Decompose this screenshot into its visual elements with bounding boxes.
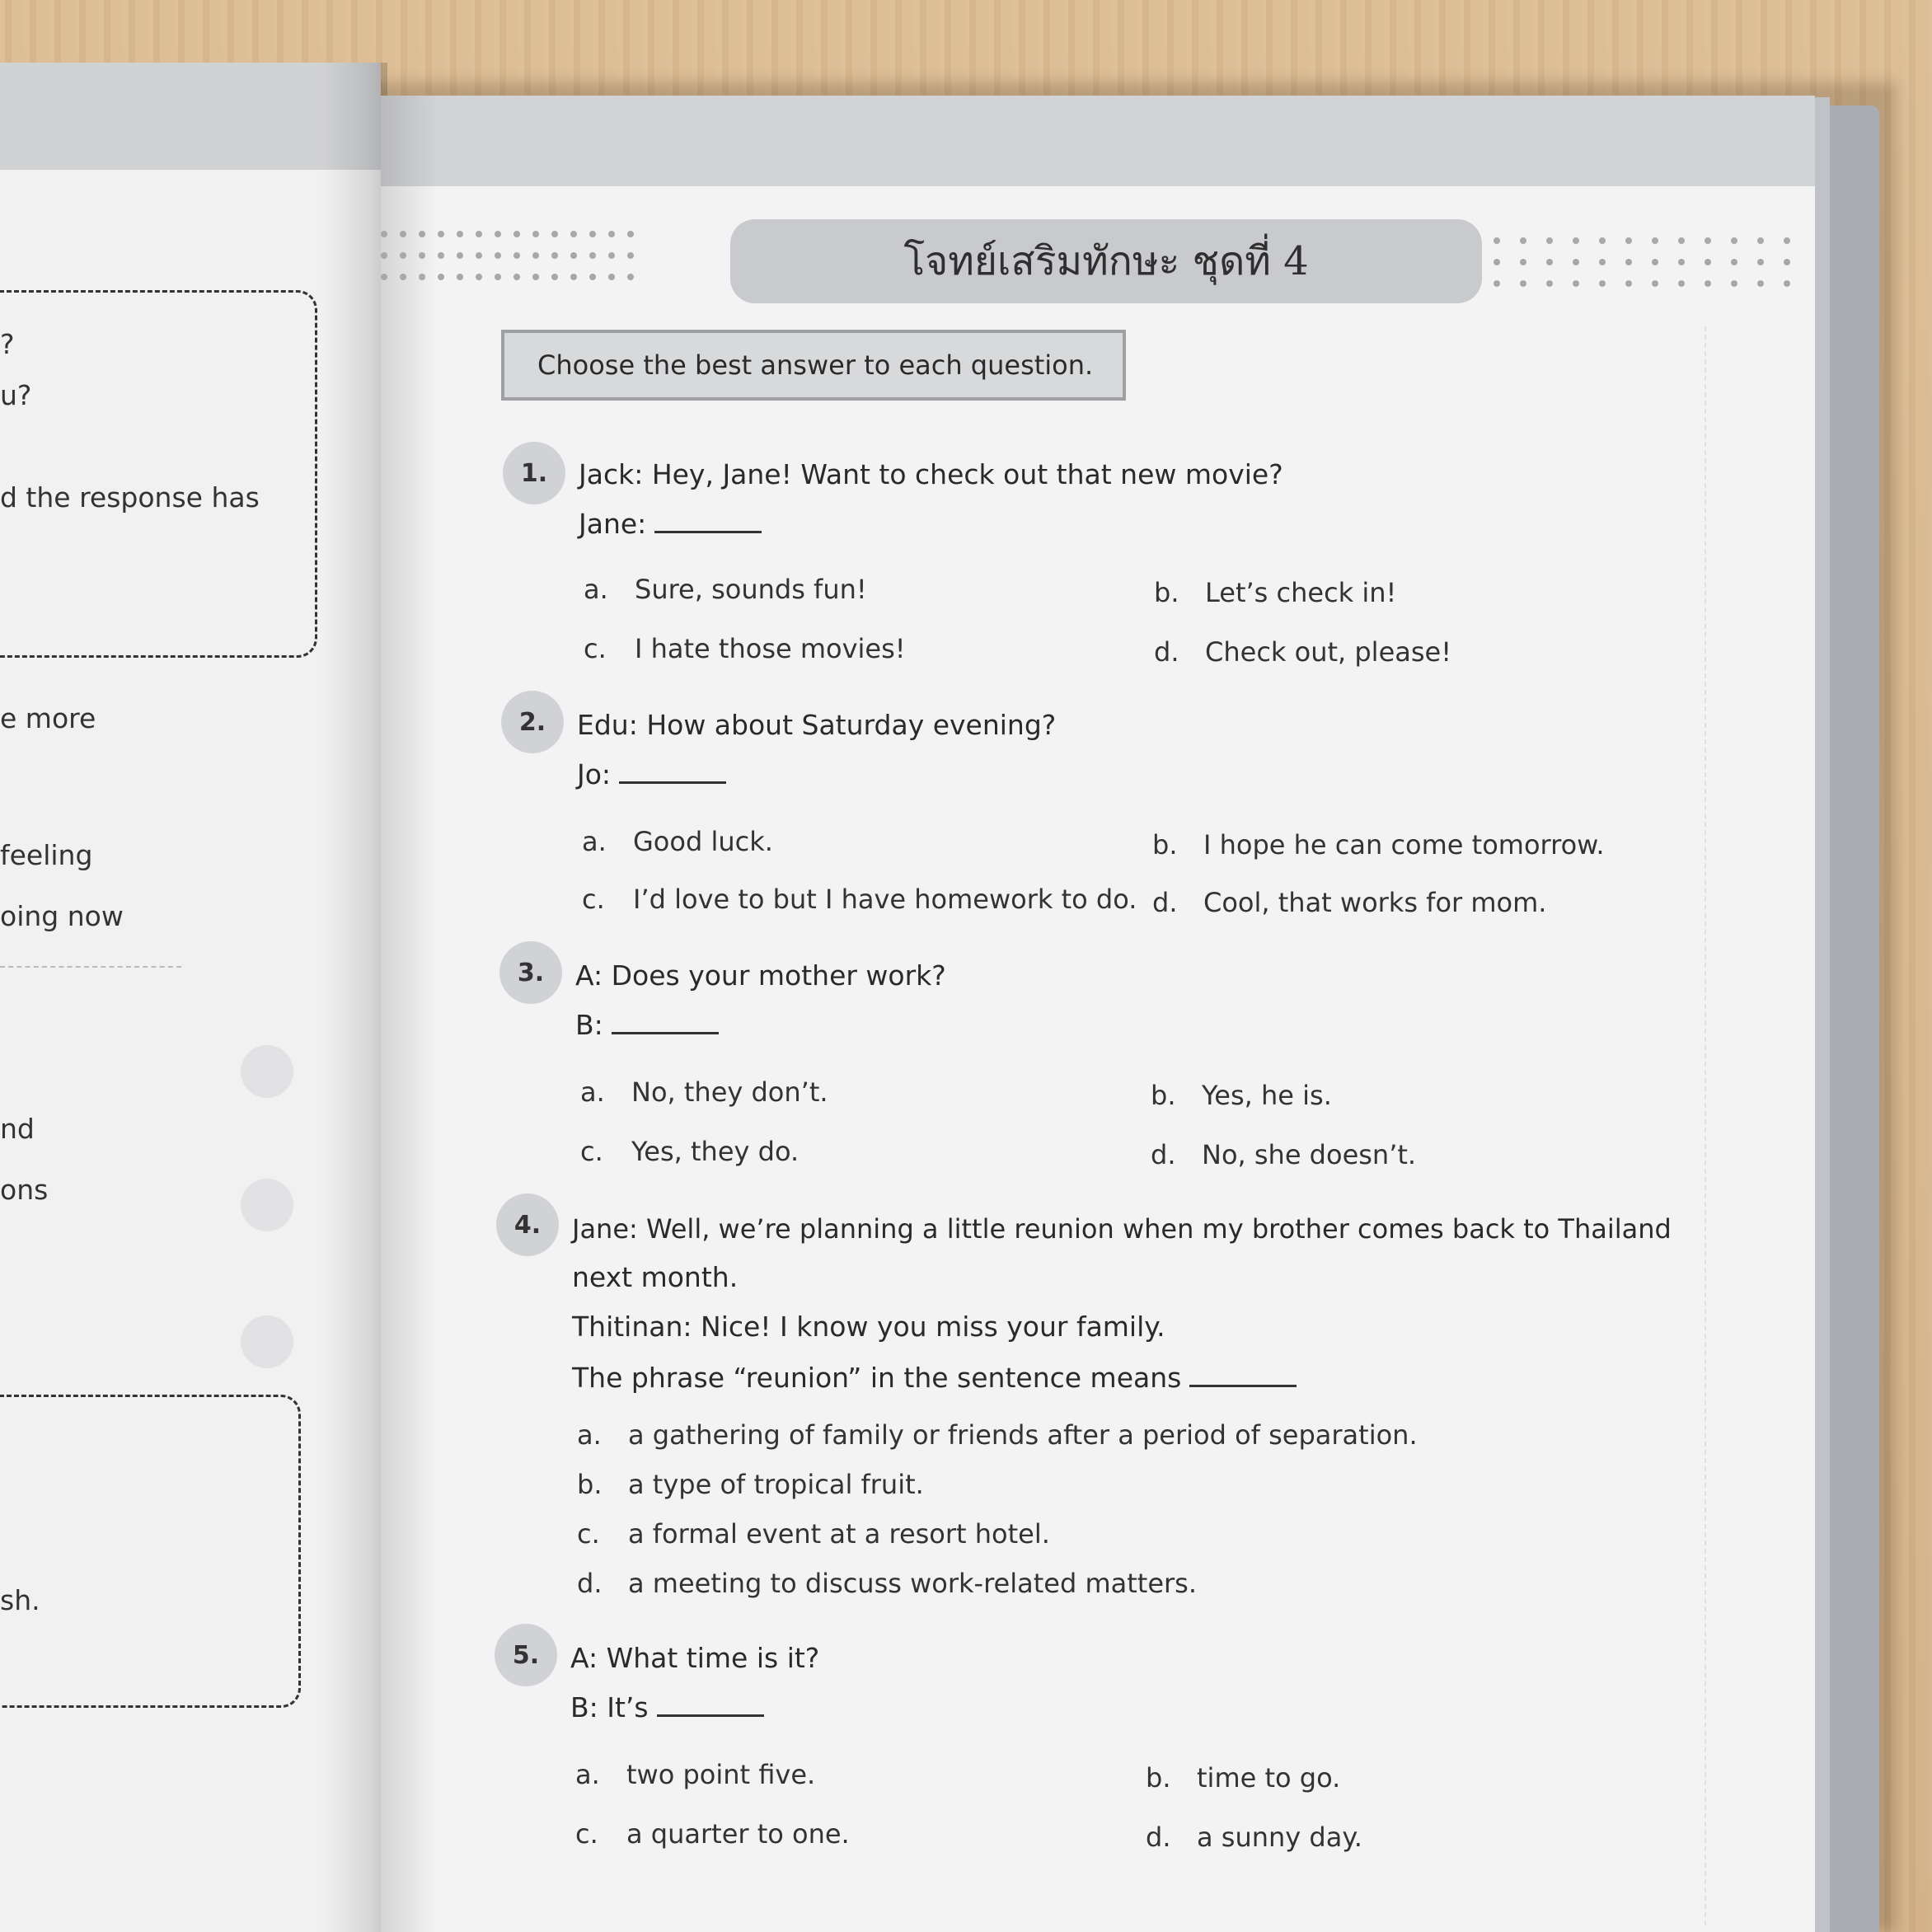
option-text: Yes, they do. — [631, 1136, 800, 1167]
decor-dot — [495, 274, 501, 280]
decor-dot — [457, 274, 463, 280]
answer-option[interactable] — [582, 826, 773, 857]
decor-dot — [1705, 237, 1711, 244]
decor-dot — [1599, 280, 1606, 287]
left-dashed-box-bottom — [0, 1395, 301, 1708]
decor-dot — [1757, 259, 1764, 265]
decor-dot — [1573, 259, 1579, 265]
decor-dot — [1652, 237, 1658, 244]
decor-dot — [1599, 259, 1606, 265]
decor-dot — [400, 231, 406, 237]
decor-dot — [1757, 237, 1764, 244]
decor-dot — [1494, 280, 1500, 287]
decor-dot — [551, 231, 558, 237]
decor-dot — [1784, 237, 1790, 244]
answer-blank — [612, 1007, 719, 1034]
decor-dot — [1520, 280, 1526, 287]
answer-option[interactable] — [575, 1818, 850, 1850]
question-line: Thitinan: Nice! I know you miss your family. — [572, 1311, 1165, 1343]
show-through-circle — [241, 1179, 293, 1231]
option-letter: d. — [1146, 1822, 1171, 1853]
question-line — [572, 1360, 1297, 1394]
dot-pattern-left — [381, 231, 634, 280]
option-letter: a. — [582, 826, 607, 857]
left-dashed-box-top — [0, 290, 317, 658]
right-spine-shade — [381, 96, 438, 1932]
decor-dot — [1678, 237, 1685, 244]
answer-option[interactable] — [1146, 1822, 1362, 1853]
decor-dot — [551, 252, 558, 259]
question-line — [579, 506, 762, 540]
decor-dot — [570, 274, 577, 280]
option-letter: c. — [580, 1136, 603, 1167]
decor-dot — [438, 252, 444, 259]
option-text: a meeting to discuss work-related matters. — [628, 1568, 1197, 1599]
decor-dot — [1520, 237, 1526, 244]
decor-dot — [381, 252, 387, 259]
decor-dot — [532, 274, 539, 280]
question-line: Edu: How about Saturday evening? — [577, 709, 1057, 741]
decor-dot — [1678, 259, 1685, 265]
question-line — [577, 757, 726, 790]
option-letter: a. — [580, 1076, 605, 1108]
speaker-label: B: — [575, 1009, 603, 1041]
instruction-text: Choose the best answer to each question. — [537, 349, 1094, 381]
option-letter: a. — [577, 1419, 602, 1451]
option-letter: d. — [1152, 887, 1178, 918]
left-divider — [0, 966, 181, 968]
answer-blank — [657, 1690, 764, 1717]
left-text-fragment: oing now — [0, 900, 124, 932]
left-text-fragment: sh. — [0, 1584, 40, 1616]
option-letter: b. — [1146, 1762, 1171, 1794]
decor-dot — [400, 274, 406, 280]
option-text: No, they don’t. — [631, 1076, 828, 1108]
decor-dot — [608, 252, 615, 259]
book-gutter-shadow — [321, 63, 387, 1932]
decor-dot — [1494, 259, 1500, 265]
decor-dot — [627, 252, 634, 259]
answer-option[interactable] — [577, 1469, 924, 1500]
option-text: a sunny day. — [1197, 1822, 1362, 1853]
decor-dot — [1546, 259, 1553, 265]
decor-dot — [1784, 280, 1790, 287]
option-text: Sure, sounds fun! — [635, 574, 867, 605]
question-number-badge: 3. — [499, 941, 562, 1004]
decor-dot — [513, 231, 520, 237]
question-number-badge: 1. — [503, 442, 565, 504]
question-line: A: What time is it? — [570, 1642, 820, 1674]
question-line: Jack: Hey, Jane! Want to check out that new movie? — [579, 458, 1283, 490]
question-number-badge: 4. — [496, 1193, 559, 1256]
left-text-fragment: ons — [0, 1174, 49, 1206]
decor-dot — [1678, 280, 1685, 287]
answer-option[interactable] — [577, 1518, 1050, 1550]
option-letter: b. — [1152, 829, 1178, 860]
decor-dot — [589, 231, 596, 237]
option-letter: c. — [584, 633, 607, 664]
decor-dot — [1573, 280, 1579, 287]
option-letter: c. — [577, 1518, 600, 1550]
decor-dot — [438, 231, 444, 237]
decor-dot — [1573, 237, 1579, 244]
left-text-fragment: ? — [0, 328, 15, 360]
decor-dot — [1494, 237, 1500, 244]
decor-dot — [438, 274, 444, 280]
show-through-frame — [499, 326, 1706, 1925]
answer-option[interactable] — [1154, 577, 1396, 608]
speaker-label: B: It’s — [570, 1691, 649, 1723]
option-text: two point five. — [626, 1759, 816, 1790]
decor-dot — [1599, 237, 1606, 244]
option-letter: b. — [1151, 1080, 1176, 1111]
answer-blank — [654, 506, 762, 533]
decor-dot — [476, 231, 482, 237]
decor-dot — [608, 274, 615, 280]
speaker-label: Jane: — [579, 508, 647, 540]
question-line — [570, 1690, 764, 1723]
answer-option[interactable] — [577, 1419, 1418, 1451]
option-text: No, she doesn’t. — [1202, 1139, 1417, 1170]
decor-dot — [532, 231, 539, 237]
dot-pattern-right — [1494, 237, 1790, 287]
left-text-fragment: e more — [0, 702, 96, 734]
decor-dot — [627, 274, 634, 280]
option-letter: c. — [582, 884, 605, 915]
decor-dot — [551, 274, 558, 280]
decor-dot — [419, 231, 425, 237]
decor-dot — [1625, 237, 1632, 244]
decor-dot — [513, 252, 520, 259]
decor-dot — [1731, 237, 1737, 244]
decor-dot — [1731, 280, 1737, 287]
left-text-fragment: u? — [0, 379, 32, 411]
option-text: a gathering of family or friends after a period of separation. — [628, 1419, 1418, 1451]
option-text: Let’s check in! — [1205, 577, 1397, 608]
answer-blank — [1189, 1360, 1297, 1387]
decor-dot — [476, 274, 482, 280]
question-line: next month. — [572, 1261, 739, 1293]
answer-option[interactable] — [584, 574, 867, 605]
answer-option[interactable] — [577, 1568, 1197, 1599]
question-number-badge: 2. — [501, 691, 564, 753]
decor-dot — [1625, 259, 1632, 265]
speaker-label: Jo: — [577, 758, 612, 790]
option-text: I hope he can come tomorrow. — [1203, 829, 1605, 860]
answer-blank — [619, 757, 726, 784]
answer-option[interactable] — [580, 1076, 828, 1108]
question-line: Jane: Well, we’re planning a little reunion when my brother comes back to Thailand — [572, 1213, 1672, 1245]
option-text: Cool, that works for mom. — [1203, 887, 1547, 918]
answer-option[interactable] — [1154, 636, 1451, 668]
answer-option[interactable] — [1152, 829, 1605, 860]
right-page-header-band — [381, 96, 1815, 186]
answer-option[interactable] — [575, 1759, 815, 1790]
decor-dot — [457, 252, 463, 259]
answer-option[interactable] — [1146, 1762, 1340, 1794]
decor-dot — [1784, 259, 1790, 265]
decor-dot — [570, 252, 577, 259]
option-letter: d. — [1151, 1139, 1176, 1170]
decor-dot — [1520, 259, 1526, 265]
option-letter: b. — [1154, 577, 1179, 608]
question-line: A: Does your mother work? — [575, 959, 946, 992]
decor-dot — [627, 231, 634, 237]
decor-dot — [589, 274, 596, 280]
option-text: time to go. — [1197, 1762, 1341, 1794]
decor-dot — [1546, 237, 1553, 244]
decor-dot — [513, 274, 520, 280]
decor-dot — [532, 252, 539, 259]
answer-option[interactable] — [582, 884, 1137, 915]
option-letter: d. — [1154, 636, 1179, 668]
option-text: a type of tropical fruit. — [628, 1469, 924, 1500]
question-line — [575, 1007, 719, 1041]
question-number-badge: 5. — [495, 1624, 557, 1686]
option-text: a quarter to one. — [626, 1818, 850, 1850]
option-letter: c. — [575, 1818, 598, 1850]
decor-dot — [1705, 280, 1711, 287]
decor-dot — [570, 231, 577, 237]
decor-dot — [419, 252, 425, 259]
show-through-circle — [241, 1045, 293, 1098]
decor-dot — [495, 252, 501, 259]
option-letter: d. — [577, 1568, 603, 1599]
decor-dot — [495, 231, 501, 237]
decor-dot — [1625, 280, 1632, 287]
decor-dot — [476, 252, 482, 259]
decor-dot — [1652, 280, 1658, 287]
answer-option[interactable] — [1151, 1080, 1332, 1111]
decor-dot — [381, 231, 387, 237]
decor-dot — [419, 274, 425, 280]
decor-dot — [589, 252, 596, 259]
answer-option[interactable] — [584, 633, 906, 664]
decor-dot — [1757, 280, 1764, 287]
left-text-fragment: nd — [0, 1113, 35, 1145]
show-through-circle — [241, 1315, 293, 1368]
decor-dot — [1705, 259, 1711, 265]
option-letter: a. — [575, 1759, 600, 1790]
decor-dot — [381, 274, 387, 280]
option-text: a formal event at a resort hotel. — [628, 1518, 1050, 1550]
option-letter: a. — [584, 574, 608, 605]
decor-dot — [608, 231, 615, 237]
decor-dot — [400, 252, 406, 259]
left-text-fragment: feeling — [0, 839, 93, 871]
answer-option[interactable] — [1151, 1139, 1416, 1170]
option-text: I hate those movies! — [635, 633, 906, 664]
option-letter: b. — [577, 1469, 603, 1500]
instruction-box — [501, 330, 1126, 401]
decor-dot — [457, 231, 463, 237]
decor-dot — [1652, 259, 1658, 265]
question-prompt: The phrase “reunion” in the sentence means — [572, 1362, 1182, 1394]
option-text: Yes, he is. — [1202, 1080, 1332, 1111]
page-title: โจทย์เสริมทักษะ ชุดที่ 4 — [730, 219, 1482, 303]
decor-dot — [1546, 280, 1553, 287]
left-text-fragment: d the response has — [0, 481, 260, 513]
answer-option[interactable] — [1152, 887, 1546, 918]
option-text: Check out, please! — [1205, 636, 1452, 668]
option-text: Good luck. — [633, 826, 773, 857]
decor-dot — [1731, 259, 1737, 265]
option-text: I’d love to but I have homework to do. — [633, 884, 1137, 915]
answer-option[interactable] — [580, 1136, 799, 1167]
